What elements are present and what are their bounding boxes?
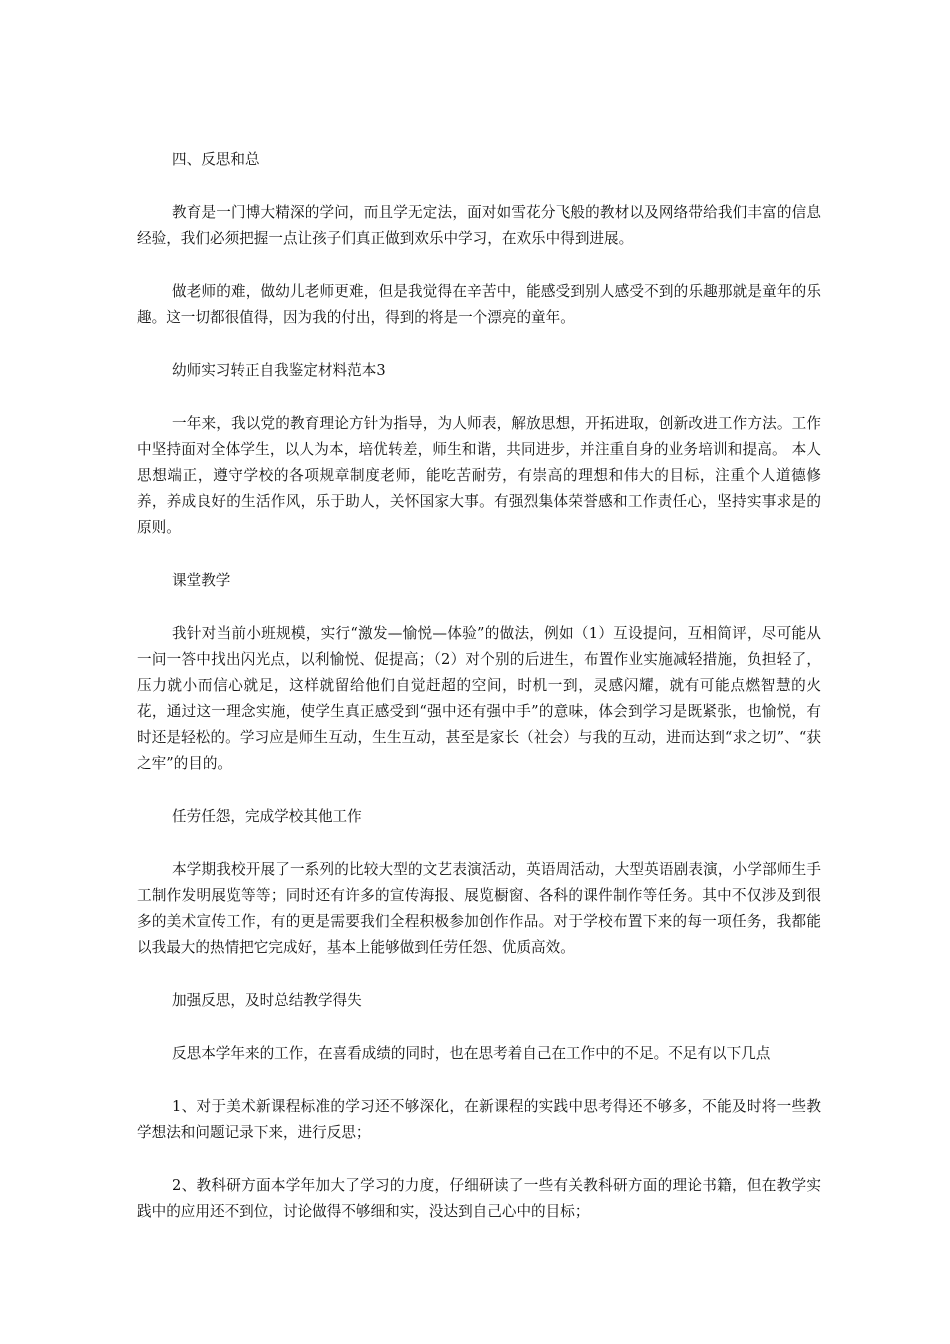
- section-heading: 任劳任怨，完成学校其他工作: [172, 808, 362, 825]
- list-item-paragraph: 2、教科研方面本学年加大了学习的力度，仔细研读了一些有关教科研方面的理论书籍，但在教学实践中的应用还不到位，讨论做得不够细和实，没达到自己心中的目标；: [137, 1177, 821, 1220]
- paragraph: 教育是一门博大精深的学问，而且学无定法，面对如雪花分飞般的教材以及网络带给我们丰富的信息经验，我们必须把握一点让孩子们真正做到欢乐中学习，在欢乐中得到进展。: [137, 204, 821, 247]
- list-item-paragraph: 1、对于美术新课程标准的学习还不够深化，在新课程的实践中思考得还不够多，不能及时将一些教学想法和问题记录下来，进行反思；: [137, 1098, 821, 1141]
- paragraph: 做老师的难，做幼儿老师更难，但是我觉得在辛苦中，能感受到别人感受不到的乐趣那就是童年的乐趣。这一切都很值得，因为我的付出，得到的将是一个漂亮的童年。: [137, 283, 821, 326]
- paragraph: 反思本学年来的工作，在喜看成绩的同时，也在思考着自己在工作中的不足。不足有以下几点: [172, 1045, 771, 1062]
- section-heading: 课堂教学: [172, 572, 231, 589]
- paragraph: 本学期我校开展了一系列的比较大型的文艺表演活动，英语周活动，大型英语剧表演，小学部师生手工制作发明展览等等；同时还有许多的宣传海报、展览橱窗、各科的课件制作等任务。其中不仅涉及到很多的美术宣传工作，有的更是需要我们全程积极参加创作作品。对于学校布置下来的每一项任务，我都能以我最大的热情把它完成好，基本上能够做到任劳任怨、优质高效。: [137, 861, 821, 956]
- paragraph: 一年来，我以党的教育理论方针为指导，为人师表，解放思想，开拓进取，创新改进工作方法。工作中坚持面对全体学生，以人为本，培优转差，师生和谐，共同进步，并注重自身的业务培训和提高。 本人思想端正，遵守学校的各项规章制度老师，能吃苦耐劳，有崇高的理想和伟大的目标，注重个人道德修养，养成良好的生活作风，乐于助人，关怀国家大事。有强烈集体荣誉感和工作责任心，坚持实事求是的原则。: [137, 415, 821, 536]
- section-heading: 幼师实习转正自我鉴定材料范本3: [172, 362, 386, 379]
- section-heading: 四、反思和总: [172, 151, 260, 168]
- paragraph: 我针对当前小班规模，实行“激发—愉悦—体验”的做法，例如（1）互设提问，互相简评，尽可能从一问一答中找出闪光点，以利愉悦、促提高；（2）对个别的后进生，布置作业实施减轻措施，负担轻了，压力就小而信心就足，这样就留给他们自觉赶超的空间，时机一到，灵感闪耀，就有可能点燃智慧的火花，通过这一理念实施，使学生真正感受到“强中还有强中手”的意味，体会到学习是既紧张，也愉悦，有时还是轻松的。学习应是师生互动，生生互动，甚至是家长（社会）与我的互动，进而达到“求之切”、“获之牢”的目的。: [137, 625, 821, 772]
- section-heading: 加强反思，及时总结教学得失: [172, 992, 362, 1009]
- document-body: [137, 147, 821, 1252]
